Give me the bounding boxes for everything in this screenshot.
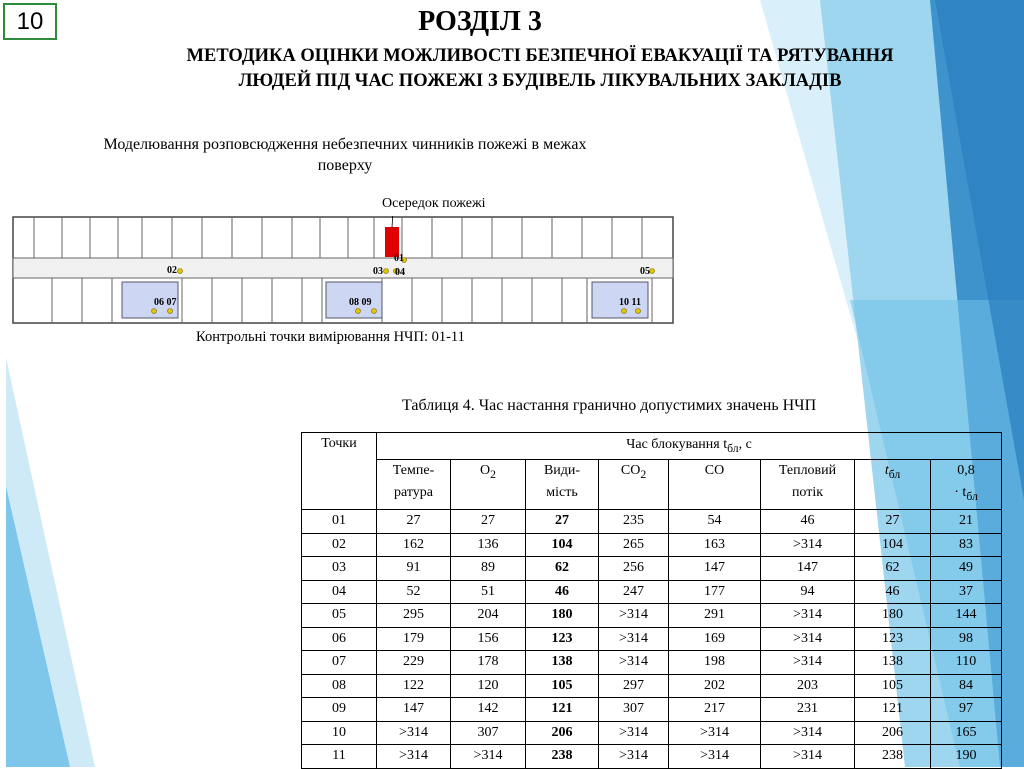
header-points: Точки [302, 433, 377, 510]
table-cell: 156 [451, 627, 526, 651]
header-heat-flow-2: потік [791, 485, 824, 500]
table-cell: 06 [302, 627, 377, 651]
table-cell: 54 [669, 510, 761, 534]
table-cell: >314 [761, 651, 855, 675]
table-cell: 21 [931, 510, 1002, 534]
table-cell: >314 [761, 627, 855, 651]
table-cell: >314 [761, 721, 855, 745]
table-caption: Таблиця 4. Час настання гранично допустимих значень НЧП [402, 397, 817, 414]
left-deco-edge [0, 0, 6, 767]
fire-label: Осередок пожежі [382, 196, 486, 211]
table-cell: 162 [377, 533, 451, 557]
header-co: CO [669, 460, 761, 510]
header-fraction [931, 460, 1002, 510]
table-cell: 265 [599, 533, 669, 557]
table-cell: >314 [761, 533, 855, 557]
table-cell: 104 [855, 533, 931, 557]
table-cell: 97 [931, 698, 1002, 722]
table-cell: 62 [855, 557, 931, 581]
table-cell: 122 [377, 674, 451, 698]
table-row [302, 580, 1002, 604]
table-cell: 144 [931, 604, 1002, 628]
table-cell: 163 [669, 533, 761, 557]
header-tbl-text: t [884, 463, 889, 478]
slide-number: 10 [3, 3, 57, 40]
table-cell: 138 [526, 651, 599, 675]
header-o2-text: O [480, 463, 491, 478]
table-cell: 165 [931, 721, 1002, 745]
table-cell: 10 [302, 721, 377, 745]
table-cell: 05 [302, 604, 377, 628]
header-tbl [855, 460, 931, 510]
table-cell: 11 [302, 745, 377, 769]
table-cell: 307 [451, 721, 526, 745]
table-cell: 91 [377, 557, 451, 581]
table-cell: 89 [451, 557, 526, 581]
table-cell: 235 [599, 510, 669, 534]
table-cell: 04 [302, 580, 377, 604]
table-cell: 110 [931, 651, 1002, 675]
table-cell: 231 [761, 698, 855, 722]
table-cell: 204 [451, 604, 526, 628]
header-co2-text: CO [620, 463, 641, 478]
table-cell: 105 [855, 674, 931, 698]
table-row [302, 510, 1002, 534]
subtitle-line-2: ЛЮДЕЙ ПІД ЧАС ПОЖЕЖІ З БУДІВЕЛЬ ЛІКУВАЛЬНИХ ЗАКЛАДІВ [238, 71, 842, 91]
table-cell: 83 [931, 533, 1002, 557]
header-temperature [377, 460, 451, 510]
header-temperature-2: ратура [394, 485, 433, 500]
header-tbl-sub: бл [888, 467, 901, 481]
table-cell: 297 [599, 674, 669, 698]
table-cell: 46 [855, 580, 931, 604]
header-group [377, 433, 1002, 460]
section-subtitle [90, 44, 990, 94]
table-cell: >314 [599, 627, 669, 651]
table-row [302, 627, 1002, 651]
point-label-04: 04 [395, 267, 405, 278]
table-cell: 08 [302, 674, 377, 698]
table-cell: 179 [377, 627, 451, 651]
table-cell: 238 [526, 745, 599, 769]
table-row [302, 533, 1002, 557]
table-row [302, 651, 1002, 675]
table-cell: >314 [669, 721, 761, 745]
table-row [302, 721, 1002, 745]
table-cell: 46 [526, 580, 599, 604]
header-visibility-2: мість [546, 485, 578, 500]
table-cell: 52 [377, 580, 451, 604]
table-cell: >314 [377, 721, 451, 745]
table-cell: 142 [451, 698, 526, 722]
table-cell: 177 [669, 580, 761, 604]
header-co2 [599, 460, 669, 510]
plan-caption [25, 134, 665, 176]
table-cell: 217 [669, 698, 761, 722]
point-label-08-09: 08 09 [349, 297, 372, 308]
table-cell: >314 [599, 651, 669, 675]
header-temperature-1: Темпе- [392, 463, 435, 478]
table-cell: >314 [599, 721, 669, 745]
table-cell: 238 [855, 745, 931, 769]
plan-caption-line-2: поверху [317, 157, 373, 174]
table-cell: 121 [526, 698, 599, 722]
header-group-tail: , с [738, 437, 752, 453]
header-co2-sub: 2 [640, 467, 647, 481]
table-cell: >314 [761, 745, 855, 769]
table-cell: 02 [302, 533, 377, 557]
point-label-05: 05 [640, 266, 650, 277]
point-label-06-07: 06 07 [154, 297, 177, 308]
table-head [302, 433, 1002, 510]
table-cell: 27 [451, 510, 526, 534]
header-heat-flow-1: Тепловий [778, 463, 837, 478]
table-cell: 178 [451, 651, 526, 675]
table-cell: 123 [855, 627, 931, 651]
table-cell: 62 [526, 557, 599, 581]
header-fraction-2-sub: бл [966, 489, 978, 503]
table-cell: 147 [761, 557, 855, 581]
table-cell: 180 [526, 604, 599, 628]
point-label-03: 03 [373, 266, 383, 277]
table-row [302, 745, 1002, 769]
table-cell: 307 [599, 698, 669, 722]
table-cell: 27 [855, 510, 931, 534]
table-cell: 121 [855, 698, 931, 722]
header-fraction-1: 0,8 [957, 463, 975, 478]
table-cell: 27 [526, 510, 599, 534]
table-cell: 136 [451, 533, 526, 557]
header-visibility-1: Види- [543, 463, 581, 478]
point-label-01: 01 [394, 253, 404, 264]
table-cell: 123 [526, 627, 599, 651]
header-fraction-2 [931, 482, 1001, 508]
table-body [302, 510, 1002, 769]
header-visibility [526, 460, 599, 510]
table-row [302, 674, 1002, 698]
table-cell: 169 [669, 627, 761, 651]
table-row [302, 604, 1002, 628]
table-cell: >314 [599, 604, 669, 628]
table-cell: >314 [451, 745, 526, 769]
floor-plan [12, 216, 674, 328]
table-cell: 98 [931, 627, 1002, 651]
plan-corridor [13, 258, 673, 278]
table-cell: >314 [599, 745, 669, 769]
header-group-sub: бл [727, 441, 739, 455]
table-cell: 291 [669, 604, 761, 628]
table-cell: 49 [931, 557, 1002, 581]
table-cell: 27 [377, 510, 451, 534]
table-cell: 247 [599, 580, 669, 604]
table-row [302, 698, 1002, 722]
header-o2-sub: 2 [490, 467, 496, 481]
data-table [301, 432, 1002, 769]
table-cell: 206 [526, 721, 599, 745]
point-label-10-11: 10 11 [619, 297, 641, 308]
table-cell: 147 [377, 698, 451, 722]
header-heat-flow [761, 460, 855, 510]
table-cell: 120 [451, 674, 526, 698]
table-cell: 105 [526, 674, 599, 698]
table-cell: 104 [526, 533, 599, 557]
table-cell: 190 [931, 745, 1002, 769]
table-cell: 94 [761, 580, 855, 604]
section-title: РОЗДІЛ 3 [418, 6, 542, 37]
table-cell: 206 [855, 721, 931, 745]
table-cell: 09 [302, 698, 377, 722]
table-cell: 147 [669, 557, 761, 581]
header-fraction-2-text: · t [954, 485, 967, 500]
table-cell: 180 [855, 604, 931, 628]
table-row [302, 557, 1002, 581]
table-cell: 07 [302, 651, 377, 675]
table-cell: 84 [931, 674, 1002, 698]
plan-caption-line-1: Моделювання розповсюдження небезпечних чинників пожежі в межах [103, 136, 587, 153]
table-cell: 37 [931, 580, 1002, 604]
table-cell: >314 [377, 745, 451, 769]
header-o2 [451, 460, 526, 510]
points-caption: Контрольні точки вимірювання НЧП: 01-11 [196, 329, 465, 345]
table-cell: 03 [302, 557, 377, 581]
table-cell: 46 [761, 510, 855, 534]
table-cell: 256 [599, 557, 669, 581]
table-cell: 01 [302, 510, 377, 534]
point-label-02: 02 [167, 265, 177, 276]
table-cell: >314 [761, 604, 855, 628]
subtitle-line-1: МЕТОДИКА ОЦІНКИ МОЖЛИВОСТІ БЕЗПЕЧНОЇ ЕВАКУАЦІЇ ТА РЯТУВАННЯ [186, 46, 894, 66]
table-cell: 202 [669, 674, 761, 698]
table-cell: 229 [377, 651, 451, 675]
table-cell: >314 [669, 745, 761, 769]
table-cell: 295 [377, 604, 451, 628]
table-cell: 138 [855, 651, 931, 675]
header-group-text: Час блокування t [626, 437, 728, 453]
table-cell: 51 [451, 580, 526, 604]
table-cell: 198 [669, 651, 761, 675]
table-cell: 203 [761, 674, 855, 698]
